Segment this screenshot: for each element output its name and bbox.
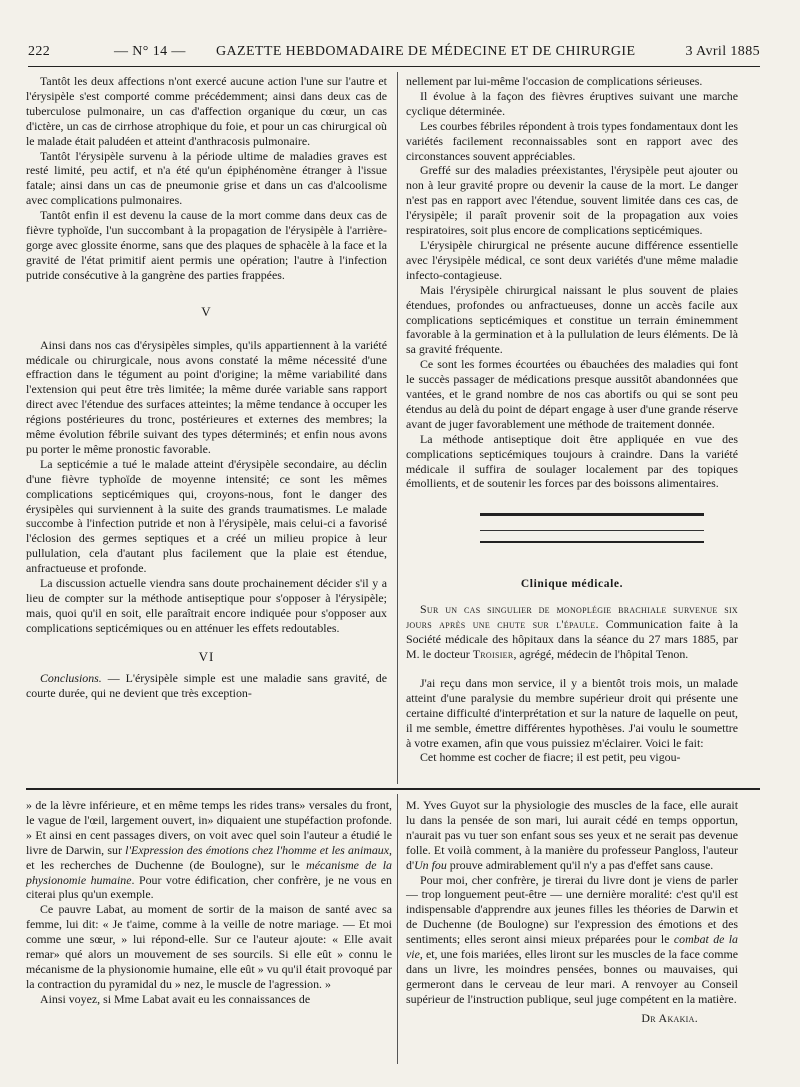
book-title-duchenne: mécanisme de la physionomie humaine xyxy=(26,857,393,887)
conclusions-label: Conclusions. xyxy=(40,670,102,685)
paragraph: Ainsi voyez, si Mme Labat avait eu les connaissances de xyxy=(40,991,311,1006)
paragraph: Cet homme est cocher de fiacre; il est petit, peu vigou- xyxy=(420,750,681,765)
section-heading-vi: VI xyxy=(198,648,215,664)
article-author: Troisier xyxy=(472,647,514,661)
paragraph: » de la lèvre inférieure, et en même temps les rides trans» versales du front, le vague de l'œil, largement ouvert, in» diquaient une stupéfaction profonde. » Et ainsi en cent passages divers, on voit avec quel soin l'auteur a étudié le livre de Darwin, sur l'Expression des émotions chez l'homme et les animaux, et les recherches de Duchenne (de Boulogne), sur le mécanisme de la physionomie humaine. Pour votre édification, cher confrère, je ne vous en citerai plus qu'un exemple. xyxy=(26,798,393,902)
paragraph: M. Yves Guyot sur la physiologie des muscles de la face, elle aurait lu dans la pensée de son mari, lui aurait cédé en temps opportun, n'aurait pas vu tuer son enfant sous ses yeux et ne serait pas devenue folle. Et voilà comment, à la manière du professeur Pangloss, l'auteur d'Un fou prouve admirablement qu'il n'y a pas d'effet sans cause. xyxy=(406,798,738,872)
paragraph: Pour moi, cher confrère, je tirerai du livre dont je viens de parler — trop longuement peut-être — une dernière moralité: c'est qu'il est indispensable d'apprendre aux jeunes filles les théories de Darwin et de Duchenne (de Boulogne) sur l'expression des émotions et des sentiments; elles seront ainsi mieux préparées pour le combat de la vie, et, une fois mariées, elles liront sur les muscles de la face comme dans un livre, les moindres pensées, bonnes ou mauvaises, qui germeront dans le cerveau de leur mari. A renvoyer au Conseil supérieur de l'instruction publique, seul juge compétent en la matière. xyxy=(406,872,738,1006)
paragraph: Ainsi dans nos cas d'érysipèles simples, qu'ils appartiennent à la variété médicale ou chirurgicale, nous avons constaté la même nécessité d'une effraction dans le tégument au point d'origine; la même variabilité dans l'extension qui peut être très limitée; la même durée variable sans rapport direct avec l'étendue des surfaces atteintes; la même tendance à occuper les régions postérieures du tronc, postérieures et externes des membres; la même évolution fébrile suivant des types déterminés; et enfin nous avons pu porter le même pronostic favorable. xyxy=(26,337,387,456)
column-divider-top xyxy=(397,72,398,784)
phrase-combat: combat de la vie xyxy=(406,932,738,962)
article-intro-end: , agrégé, médecin de l'hôpital Tenon. xyxy=(513,647,689,661)
book-title-darwin: l'Expression des émotions chez l'homme et les animaux xyxy=(125,842,389,857)
paragraph: Tantôt l'érysipèle survenu à la période ultime de maladies graves est resté limité, peu actif, et n'a été qu'un épiphénomène étranger à l'issue fatale; ainsi dans un cas de pneumonie grise et dans un cas d'alcoolisme avec complications pulmonaires. xyxy=(26,148,387,208)
section-separator-thick xyxy=(480,513,704,516)
column-right-top xyxy=(406,74,738,765)
page-header xyxy=(28,40,760,67)
paragraph: Ce sont les formes écourtées ou ébauchées des maladies qui font le succès passager de médications presque aussitôt abandonnées que vantées, et le grand nombre de nos cas abortifs ou qui se sont peu étendus au delà du point de départ engage à user d'une grande réserve avant de juger favorablement une méthode de traitement donnée. xyxy=(406,357,738,431)
column-right-bottom xyxy=(406,798,738,1026)
paragraph-conclusions xyxy=(26,671,387,701)
column-divider-bottom xyxy=(397,794,398,1064)
paragraph: La discussion actuelle viendra sans doute prochainement décider s'il y a lieu de compter sur la méthode antiseptique pour s'opposer à l'érysipèle; mais, quoi qu'il en soit, elle paraîtrait encore indiquée pour s'opposer aux complications septicémiques ou en atténuer les effets redoutables. xyxy=(26,576,387,635)
issue-number: — N° 14 — xyxy=(114,44,186,59)
conclusions-text: — L'érysipèle simple est une maladie sans gravité, de courte durée, qui ne devient que très exception- xyxy=(26,670,387,700)
paragraph: Tantôt les deux affections n'ont exercé aucune action l'une sur l'autre et l'érysipèle s'est comporté comme précédemment; ainsi dans deux cas de tuberculose pulmonaire, un cas d'affection organique du cœur, un cas d'ictère, un cas de cirrhose atrophique du foie, et pour un cas chirurgical où le malade était paludéen et atteint d'anthracosis pulmonaire. xyxy=(26,74,387,148)
section-separator-bottom xyxy=(480,541,704,543)
signature: Dr Akakia. xyxy=(641,1010,698,1025)
paragraph: L'érysipèle chirurgical ne présente aucune différence essentielle avec l'érysipèle médical, ce sont deux variétés d'une même maladie infecto-contagieuse. xyxy=(406,237,738,282)
article-intro: Communication faite à la Société médicale des hôpitaux dans la séance du 27 mars 1885, par M. le docteur xyxy=(406,617,738,661)
paragraph: nellement par lui-même l'occasion de complications sérieuses. xyxy=(406,74,703,88)
article-title: Sur un cas singulier de monoplégie brachiale survenue six jours après une chute sur l'épaule. xyxy=(406,602,738,632)
paragraph: Les courbes fébriles répondent à trois types fondamentaux dont les variétés facilement reconnaissables sont en rapport avec des circonstances souvent appréciables. xyxy=(406,118,738,163)
section-heading-v: V xyxy=(201,303,212,319)
paragraph: Ce pauvre Labat, au moment de sortir de la maison de santé avec sa femme, lui dit: « Je t'aime, comme à la veille de notre mariage. — Et moi comme une sœur, » lui répond-elle. Sur ce l'auteur ajoute: « Elle avait remar» qué alors un mouvement de ses sourcils. Si elle eût » connu le mécanisme de la physionomie humaine, elle eût » vu qu'il était provoqué par la contraction du pyramidal du » nez, le muscle de l'agression. » xyxy=(26,902,392,991)
issue-date: 3 Avril 1885 xyxy=(685,44,760,59)
page-number: 222 xyxy=(28,44,51,59)
book-title-un-fou: Un fou xyxy=(414,857,447,872)
paragraph: Il évolue à la façon des fièvres éruptives suivant une marche cyclique déterminée. xyxy=(406,88,738,118)
paragraph: Greffé sur des maladies préexistantes, l'érysipèle peut ajouter ou non à leur gravité propre ou devenir la cause de la mort. Le danger n'est pas en rapport avec l'étendue, souvent limitée dans ces cas, de l'érysipèle; il paraît provenir soit de la propagation aux voies respiratoires, soit plus encore de complications septicémiques. xyxy=(406,163,738,238)
paragraph: Mais l'érysipèle chirurgical naissant le plus souvent de plaies étendues, profondes ou anfractueuses, donne un accès facile aux complications septicémiques et constitue un terrain éminemment favorable à la germination et à la pullulation de leurs éléments. De là sa gravité fréquente. xyxy=(406,282,738,357)
paragraph: La méthode antiseptique doit être appliquée en vue des complications septicémiques toujours à craindre. Dans la variété médicale il suffira de soulager localement par des topiques émollients, et de soutenir les forces par des boissons alimentaires. xyxy=(406,431,738,491)
journal-title: GAZETTE HEBDOMADAIRE DE MÉDECINE ET DE CHIRURGIE xyxy=(216,44,636,59)
column-left-top xyxy=(26,74,387,700)
paragraph: La septicémie a tué le malade atteint d'érysipèle secondaire, au déclin d'une fièvre typhoïde de moyenne intensité; ce sont les mêmes complications septicémiques qui, croyons-nous, font le danger des érysipèles qui surviennent à la suite des grands traumatismes. Le malade succombe à l'infection putride et non à l'érysipèle, mais celui-ci a favorisé l'éclosion des germes septiques et a créé un milieu propice à leur pullulation, cela d'autant plus facilement que la plaie est étendue, anfractueuse et profonde. xyxy=(26,456,387,576)
section-separator-thin xyxy=(480,530,704,531)
feuilleton-rule xyxy=(26,788,760,790)
paragraph: Tantôt enfin il est devenu la cause de la mort comme dans deux cas de fièvre typhoïde, l'un succombant à la propagation de l'érysipèle à l'arrière-gorge avec glossite énorme, sans que des plaques de sphacèle à la face et la gravité de l'état primitif aient permis une opération; l'autre à l'infection putride consécutive à la gangrène des parties frappées. xyxy=(26,208,387,282)
paragraph: J'ai reçu dans mon service, il y a bientôt trois mois, un malade atteint d'une paralysie du membre supérieur droit qui présente une certaine difficulté d'interprétation et sur la nature de laquelle on peut, il me semble, émettre différentes hypothèses. J'ai voulu le soumettre à votre examen, afin que vous puissiez m'éclairer. Voici le fait: xyxy=(406,675,738,750)
column-left-bottom xyxy=(26,798,392,1007)
article-heading xyxy=(406,602,738,662)
rubric-heading: Clinique médicale. xyxy=(520,578,624,591)
